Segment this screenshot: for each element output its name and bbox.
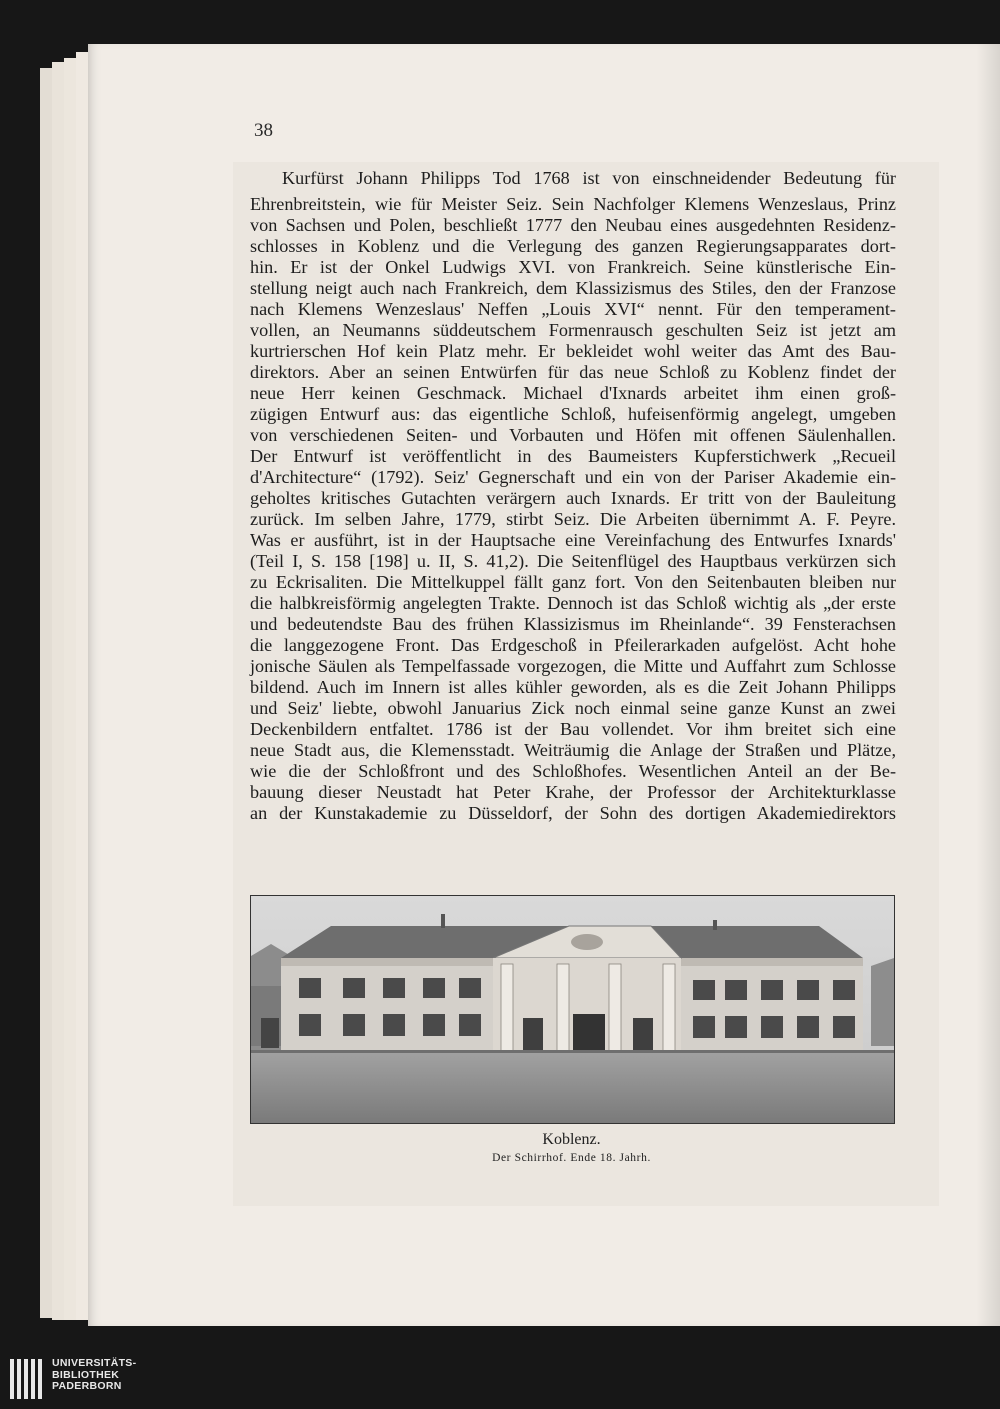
body-text-line: Was er ausführt, ist in der Hauptsache eine Vereinfachung des Entwurfes Ixnards'	[250, 530, 896, 550]
body-text-line: schlosses in Koblenz und die Verlegung des ganzen Regierungsapparates dort-	[250, 236, 896, 256]
body-text-line: nach Klemens Wenzeslaus' Neffen „Louis XVI“ nennt. Für den temperament-	[250, 299, 896, 319]
body-text-line: zu Eckrisaliten. Die Mittelkuppel fällt ganz fort. Von den Seitenbauten bleiben nur	[250, 572, 896, 592]
body-text-line: stellung neigt auch nach Frankreich, dem Klassizismus des Stiles, den der Franzose	[250, 278, 896, 298]
body-text-line: Ehrenbreitstein, wie für Meister Seiz. Sein Nachfolger Klemens Wenzeslaus, Prinz	[250, 194, 896, 214]
body-text-line: bildend. Auch im Innern ist alles kühler geworden, als es die Zeit Johann Philipps	[250, 677, 896, 697]
body-text-line: d'Architecture“ (1792). Seiz' Gegnerschaft und ein von der Pariser Akademie ein-	[250, 467, 896, 487]
body-text-line: und Seiz' liebte, obwohl Januarius Zick noch einmal seine ganze Kunst an zwei	[250, 698, 896, 718]
body-text-line: vollen, an Neumanns süddeutschem Formenrausch geschulten Seiz ist jetzt am	[250, 320, 896, 340]
body-text-line: und bedeutendste Bau des frühen Klassizismus im Rheinlande“. 39 Fensterachsen	[250, 614, 896, 634]
body-text-line: Deckenbildern entfaltet. 1786 ist der Bau vollendet. Vor ihm breitet sich eine	[250, 719, 896, 739]
body-text-line: kurtrierschen Hof kein Platz mehr. Er bekleidet wohl weiter das Amt des Bau-	[250, 341, 896, 361]
photo-caption-title: Koblenz.	[542, 1131, 601, 1148]
body-text-line: von Sachsen und Polen, beschließt 1777 den Neubau eines ausgedehnten Residenz-	[250, 215, 896, 235]
body-text-line: neue Stadt aus, die Klemensstadt. Weiträumig die Anlage der Straßen und Plätze,	[250, 740, 896, 760]
body-text-line: die halbkreisförmig angelegten Trakte. Dennoch ist das Schloß wichtig als „der erste	[250, 593, 896, 613]
body-text-line: Kurfürst Johann Philipps Tod 1768 ist von einschneidender Bedeutung für	[282, 168, 896, 188]
body-text-line: an der Kunstakademie zu Düsseldorf, der Sohn des dortigen Akademiedirektors	[250, 803, 896, 823]
library-logo-text	[52, 1358, 136, 1393]
body-text-line: zügigen Entwurf aus: das eigentliche Schloß, hufeisenförmig angelegt, umgeben	[250, 404, 896, 424]
logo-line: UNIVERSITÄTS-	[52, 1357, 137, 1369]
body-text-line: Der Entwurf ist veröffentlicht in des Baumeisters Kupferstichwerk „Recueil	[250, 446, 896, 466]
body-text-line: von verschiedenen Seiten- und Vorbauten und Höfen mit offenen Säulenhallen.	[250, 425, 896, 445]
page-number: 38	[254, 120, 273, 141]
body-text-line: wie die der Schloßfront und des Schloßhofes. Wesentlichen Anteil an der Be-	[250, 761, 896, 781]
body-text-line: die langgezogene Front. Das Erdgeschoß in Pfeilerarkaden aufgelöst. Acht hohe	[250, 635, 896, 655]
logo-line: PADERBORN	[52, 1380, 122, 1392]
photo-caption-subtitle: Der Schirrhof. Ende 18. Jahrh.	[492, 1152, 651, 1164]
body-text-line: hin. Er ist der Onkel Ludwigs XVI. von Frankreich. Seine künstlerische Ein-	[250, 257, 896, 277]
body-text-line: bauung dieser Neustadt hat Peter Krahe, der Professor der Architekturklasse	[250, 782, 896, 802]
logo-line: BIBLIOTHEK	[52, 1368, 120, 1381]
building-illustration	[251, 896, 894, 1123]
library-logo-icon	[10, 1359, 46, 1399]
photograph-schirrhof	[250, 895, 895, 1124]
body-text-line: jonische Säulen als Tempelfassade vorgezogen, die Mitte und Auffahrt zum Schlosse	[250, 656, 896, 676]
body-text-line: neue Herr keinen Geschmack. Michael d'Ixnards arbeitet ihm einen groß-	[250, 383, 896, 403]
body-text-line: geholtes kritisches Gutachten verärgern auch Ixnards. Er tritt von der Bauleitung	[250, 488, 896, 508]
body-text-line: zurück. Im selben Jahre, 1779, stirbt Seiz. Die Arbeiten übernimmt A. F. Peyre.	[250, 509, 896, 529]
body-text-line: (Teil I, S. 158 [198] u. II, S. 41,2). Die Seitenflügel des Hauptbaus verkürzen sich	[250, 551, 896, 571]
body-text-line: direktors. Aber an seinen Entwürfen für das neue Schloß zu Koblenz findet der	[250, 362, 896, 382]
page-gutter-shade	[976, 44, 1000, 1326]
